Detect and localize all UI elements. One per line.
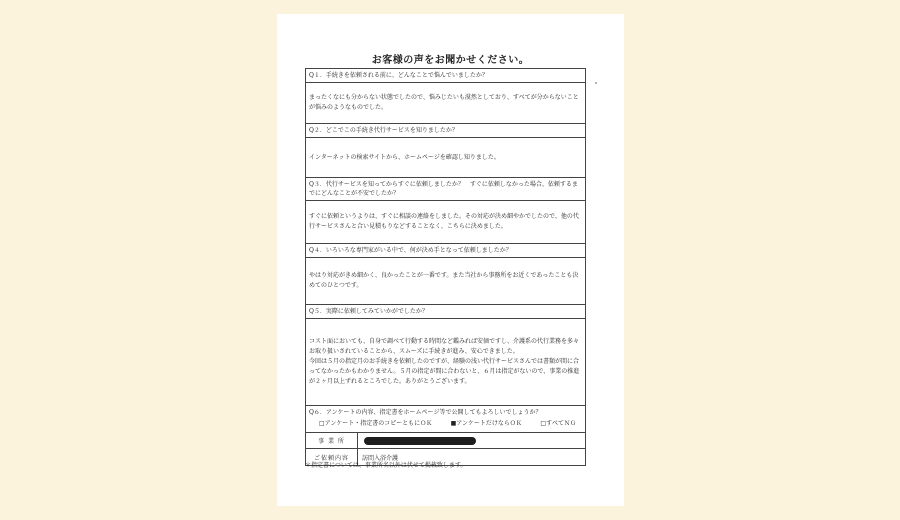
question-1: Q１．手続きを依頼される前に、どんなことで悩んでいましたか？ [306,69,585,83]
footnote: ＊指定書については、事業所名以外は伏せて掲載致します。 [305,462,467,469]
question-6-text: Q６．アンケートの内容、指定書をホームページ等で公開してもよろしいでしょうか？ [309,409,542,416]
answer-2 [306,138,585,178]
redacted-office-name [364,437,476,445]
option-survey-only-ok[interactable]: ■アンケートだけならＯＫ [450,420,522,427]
answer-1 [306,83,585,124]
question-6 [306,406,585,433]
answer-text: 今回は５月の指定月のお手続きを依頼したのですが、経験の浅い代行サービスさんでは書類が間に合ってなかったかもわかりません。５月の指定が間に合わないと、６月は指定がないので、事業の推進が２ヶ月以上ずれるところでした。ありがとうございます。 [309,358,580,385]
scanned-document [277,14,624,506]
answer-text: やはり対応がきめ細かく、良かったことが一番です。また当社から事務所をお近くであったことも決めてのひとつです。 [309,272,579,289]
answer-5 [306,319,585,406]
document-title: お客様の声をお聞かせください。 [371,55,530,66]
survey-table [305,68,586,466]
question-5: Q５．実際に依頼してみていかがでしたか？ [306,305,585,319]
answer-text: すぐに依頼というよりは、すぐに相談の連絡をしました。その対応が決め細やかでしたので、他の代行サービスさんと合い見積もりなどすることなく、こちらに決めました。 [309,213,579,230]
question-4: Q４．いろいろな専門家がいる中で、何が決め手となって依頼しましたか？ [306,244,585,258]
answer-3 [306,201,585,244]
question-2: Q２．どこでこの手続き代行サービスを知りましたか？ [306,124,585,138]
option-all-ng[interactable]: □すべてＮＧ [540,420,576,427]
question-3: Q３．代行サービスを知ってからすぐに依頼しましたか？ すぐに依頼しなかった場合、依頼するまでにどんなことが不安でしたか？ [306,178,585,201]
publish-options [309,417,582,428]
answer-text: まったくなにも分からない状態でしたので、悩みじたいも漠然としており、すべてが分からないことが悩みのようなものでした。 [309,94,579,111]
request-label: ご依頼内容 [306,449,358,465]
request-value: 訪問入浴介護 [362,454,399,462]
office-label: 事 業 所 [306,433,358,448]
option-both-ok[interactable]: □アンケート・指定書のコピーともにＯＫ [319,420,433,427]
answer-4 [306,258,585,305]
answer-text: インターネットの検索サイトから、ホームページを確認し知りました。 [309,153,500,161]
scan-speck [595,82,597,84]
office-row [306,433,585,449]
answer-text: コスト面においても、自身で調べて行動する時間など鑑みれば安価ですし、介護系の代行業務を多々お取り扱いされていることから、スムーズに手続きが進み、安心できました。 [309,338,580,355]
